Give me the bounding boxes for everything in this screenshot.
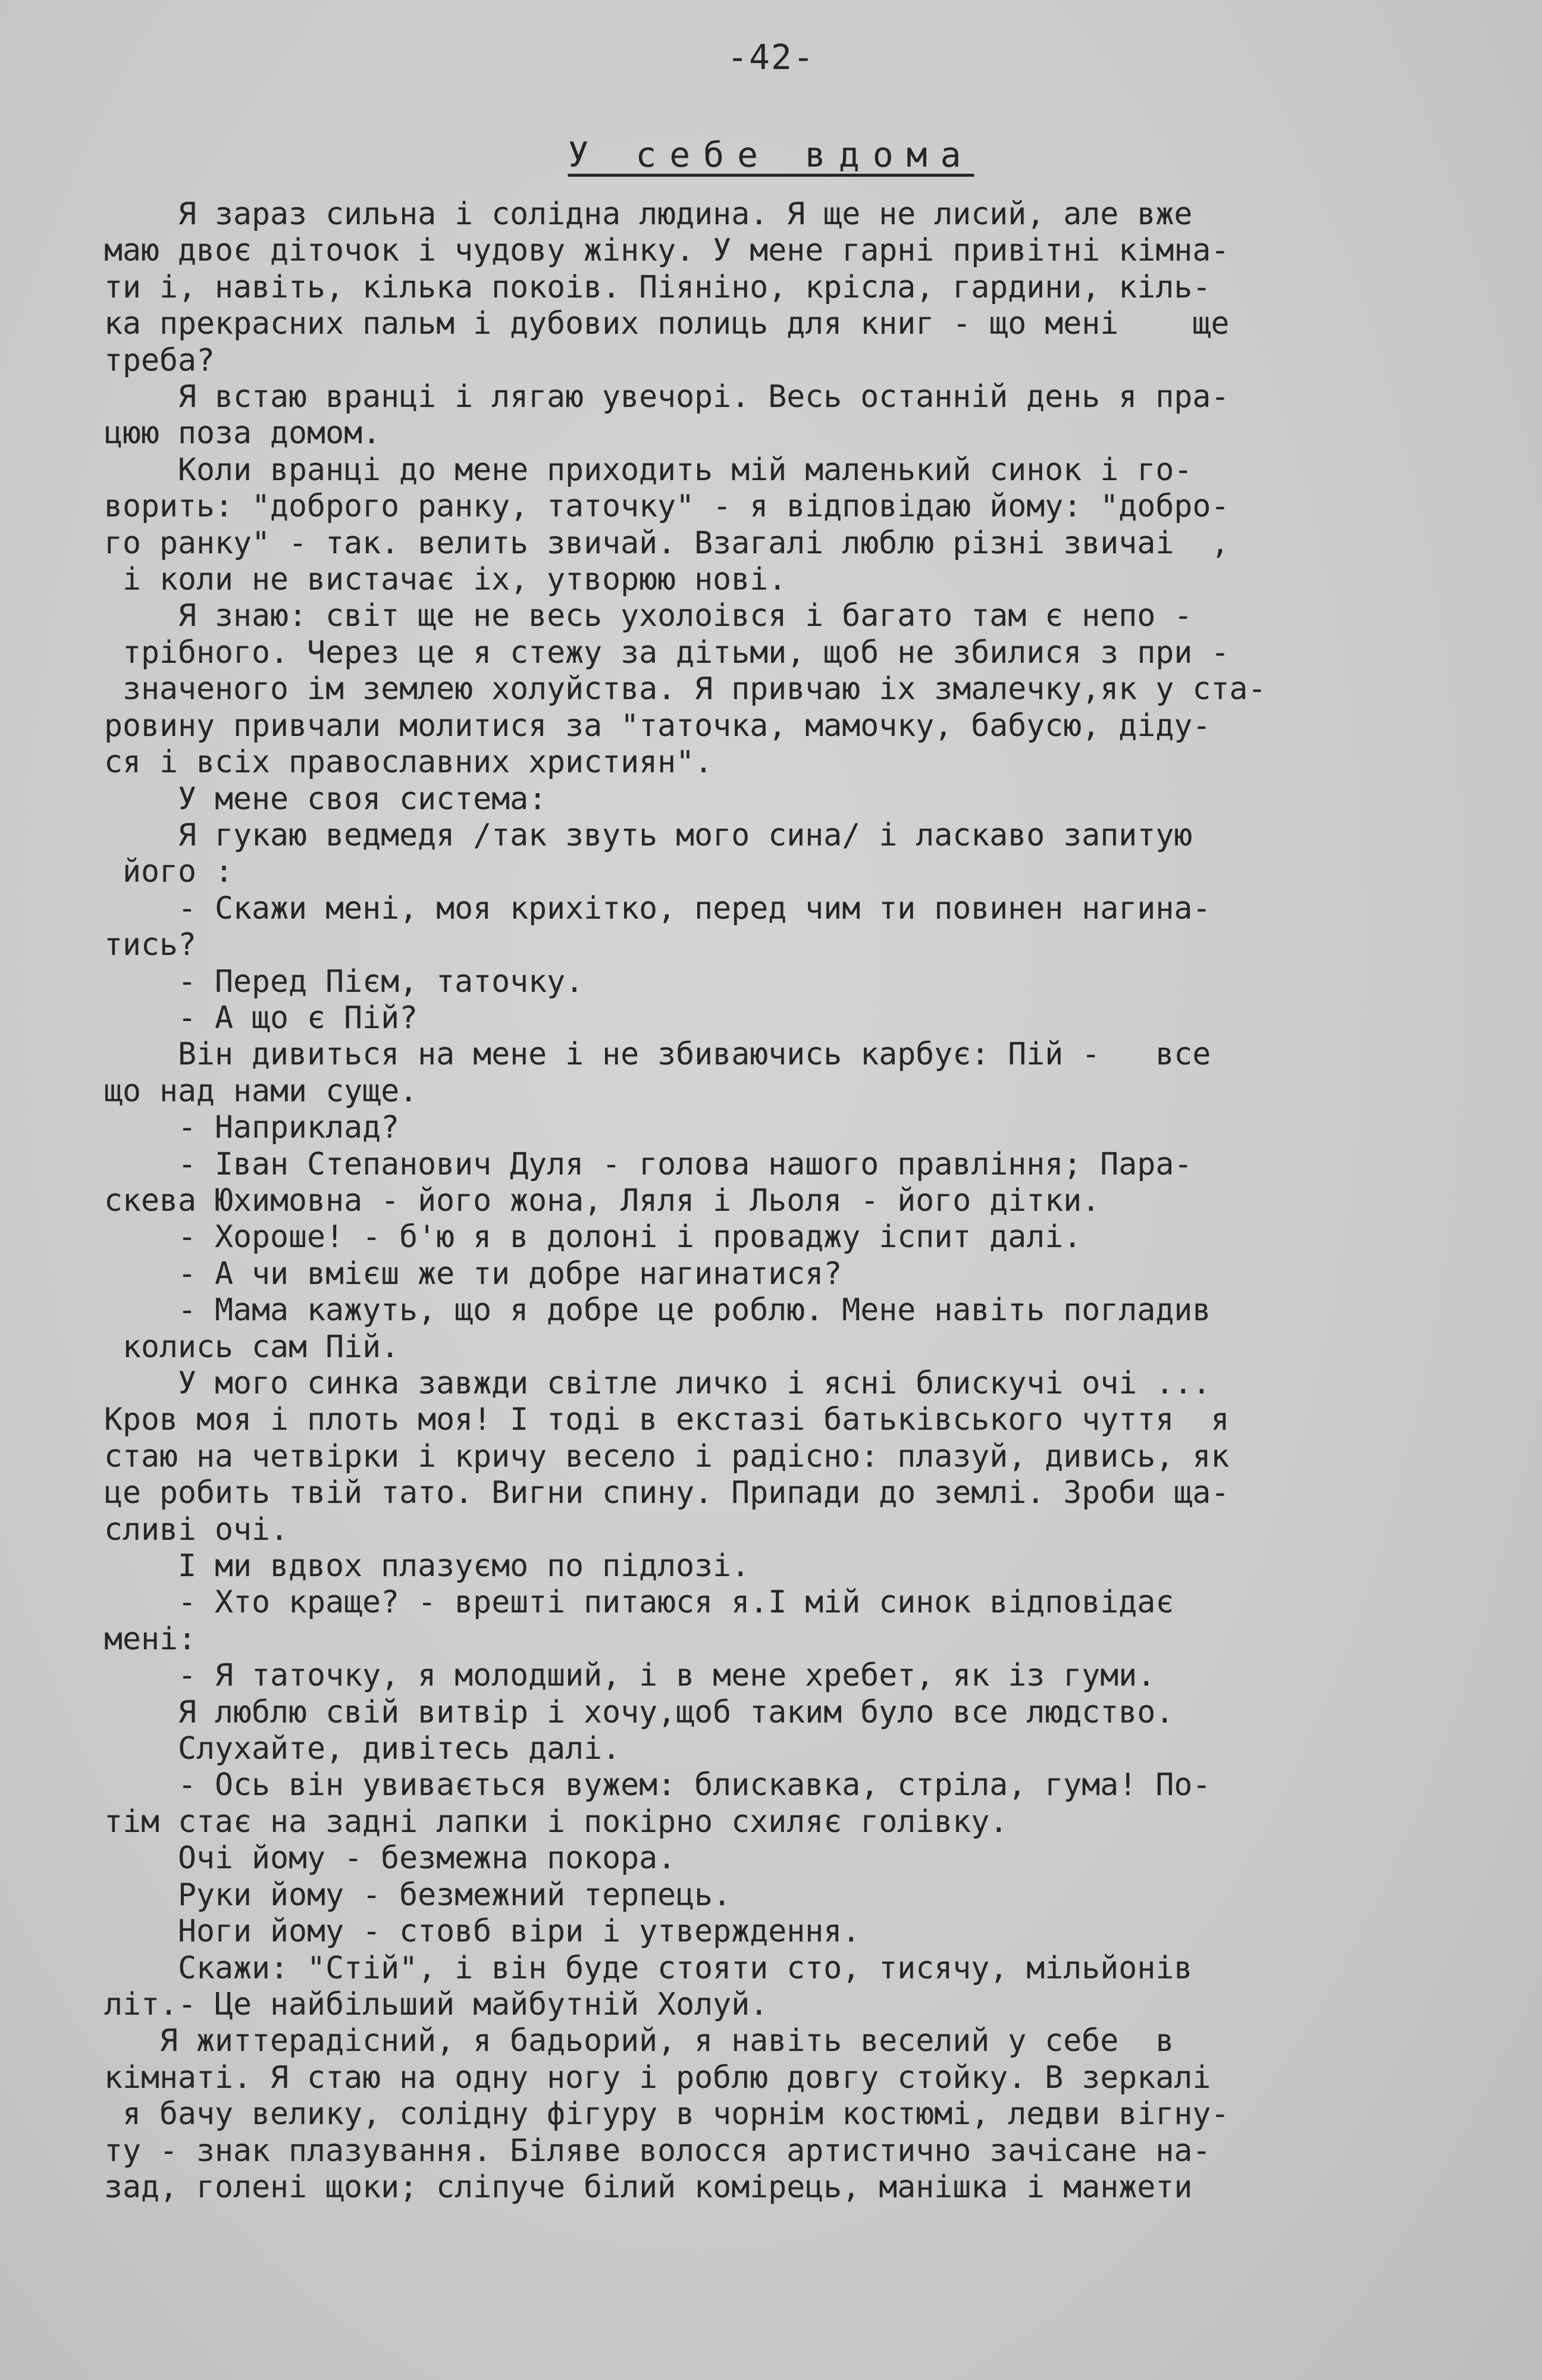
text-line: - Хороше! - б'ю я в долоні і проваджу іспит далі. — [104, 1219, 1082, 1255]
text-line: ся і всіх православних християн". — [104, 744, 713, 781]
text-line: маю двоє діточок і чудову жінку. У мене гарні привітні кімна- — [104, 233, 1230, 269]
text-line: - Скажи мені, моя крихітко, перед чим ти повинен нагина- — [104, 890, 1211, 926]
text-line: тім стає на задні лапки і покірно схиляє голівку. — [104, 1803, 1008, 1840]
text-line: ровину привчали молитися за "таточка, мамочку, бабусю, діду- — [104, 707, 1211, 744]
text-line: Я життерадісний, я бадьорий, я навіть веселий у себе в — [104, 2023, 1174, 2059]
text-line: сливі очі. — [104, 1511, 289, 1548]
text-line: Кров моя і плоть моя! І тоді в екстазі батьківського чуття я — [104, 1402, 1230, 1438]
text-line: - А що є Пій? — [104, 1000, 418, 1036]
text-line: його : — [104, 854, 234, 890]
text-line: - Мама кажуть, що я добре це роблю. Мене навіть погладив — [104, 1292, 1211, 1329]
text-line: Я люблю свій витвір і хочу,щоб таким було все людство. — [104, 1694, 1174, 1730]
text-line: стаю на четвірки і кричу весело і радісно: плазуй, дивись, як — [104, 1438, 1230, 1474]
text-line: - А чи вмієш же ти добре нагинатися? — [104, 1255, 842, 1292]
page-number: -42- — [727, 37, 815, 77]
text-line: це робить твій тато. Вигни спину. Припади до землі. Зроби ща- — [104, 1475, 1230, 1511]
text-line: значеного ім землею холуйства. Я привчаю іх змалечку,як у ста- — [104, 671, 1267, 707]
text-line: колись сам Пій. — [104, 1329, 400, 1365]
text-line: - Іван Степанович Дуля - голова нашого правління; Пара- — [104, 1146, 1193, 1182]
text-line: Ноги йому - стовб віри і утверждення. — [104, 1914, 861, 1950]
text-line: Очі йому - безмежна покора. — [104, 1840, 676, 1877]
text-line: трібного. Через це я стежу за дітьми, щоб не збилися з при - — [104, 634, 1230, 671]
text-line: - Ось він увивається вужем: блискавка, стріла, гума! По- — [104, 1767, 1211, 1803]
text-line: я бачу велику, солідну фігуру в чорнім костюмі, ледви вігну- — [104, 2096, 1230, 2132]
text-line: скева Юхимовна - його жона, Ляля і Льоля - його дітки. — [104, 1182, 1101, 1219]
text-line: Я гукаю ведмедя /так звуть мого сина/ і ласкаво запитую — [104, 817, 1193, 853]
text-line: ка прекрасних пальм і дубових полиць для книг - що мені ще — [104, 306, 1230, 342]
text-line: Скажи: "Стій", і він буде стояти сто, тисячу, мільйонів — [104, 1950, 1193, 1986]
text-line: літ.- Це найбільший майбутній Холуй. — [104, 1986, 769, 2022]
text-line: мені: — [104, 1621, 197, 1657]
text-line: - Хто краще? - врешті питаюся я.І мій синок відповідає — [104, 1584, 1174, 1621]
text-line: цюю поза домом. — [104, 415, 381, 452]
text-line: У мене своя система: — [104, 781, 547, 817]
text-line: - Наприклад? — [104, 1110, 400, 1146]
text-line: ворить: "доброго ранку, таточку" - я відповідаю йому: "добро- — [104, 488, 1230, 525]
text-line: У мого синка завжди світле личко і ясні блискучі очі ... — [104, 1366, 1211, 1401]
text-line: ти і, навіть, кілька покоів. Піяніно, крісла, гардини, кіль- — [104, 269, 1211, 305]
text-line: - Я таточку, я молодший, і в мене хребет, як із гуми. — [104, 1658, 1156, 1694]
text-line: Я знаю: світ ще не весь ухолоівся і багато там є непо - — [104, 598, 1193, 634]
text-line: Руки йому - безмежний терпець. — [104, 1877, 732, 1913]
text-line: треба? — [104, 342, 215, 378]
body-text — [104, 196, 1449, 2206]
text-line: ту - знак плазування. Біляве волосся артистично зачісане на- — [104, 2132, 1211, 2169]
text-line: і коли не вистачає іх, утворюю нові. — [104, 562, 787, 598]
text-line: І ми вдвох плазуємо по підлозі. — [104, 1548, 750, 1584]
chapter-title: У себе вдома — [568, 134, 974, 175]
text-line: Він дивиться на мене і не збиваючись карбує: Пій - все — [104, 1036, 1211, 1073]
text-line: Коли вранці до мене приходить мій маленький синок і го- — [104, 452, 1193, 488]
text-line: Слухайте, дивітесь далі. — [104, 1731, 621, 1767]
text-line: зад, голені щоки; сліпуче білий комірець, манішка і манжети — [104, 2169, 1193, 2205]
text-line: - Перед Пієм, таточку. — [104, 963, 584, 1000]
text-line: Я зараз сильна і солідна людина. Я ще не лисий, але вже — [104, 196, 1193, 232]
text-line: що над нами суще. — [104, 1073, 418, 1109]
text-line: Я встаю вранці і лягаю увечорі. Весь останній день я пра- — [104, 379, 1230, 415]
text-line: тись? — [104, 927, 197, 963]
text-line: го ранку" - так. велить звичай. Взагалі люблю різні звичаі , — [104, 525, 1230, 561]
text-line: кімнаті. Я стаю на одну ногу і роблю довгу стойку. В зеркалі — [104, 2059, 1211, 2096]
